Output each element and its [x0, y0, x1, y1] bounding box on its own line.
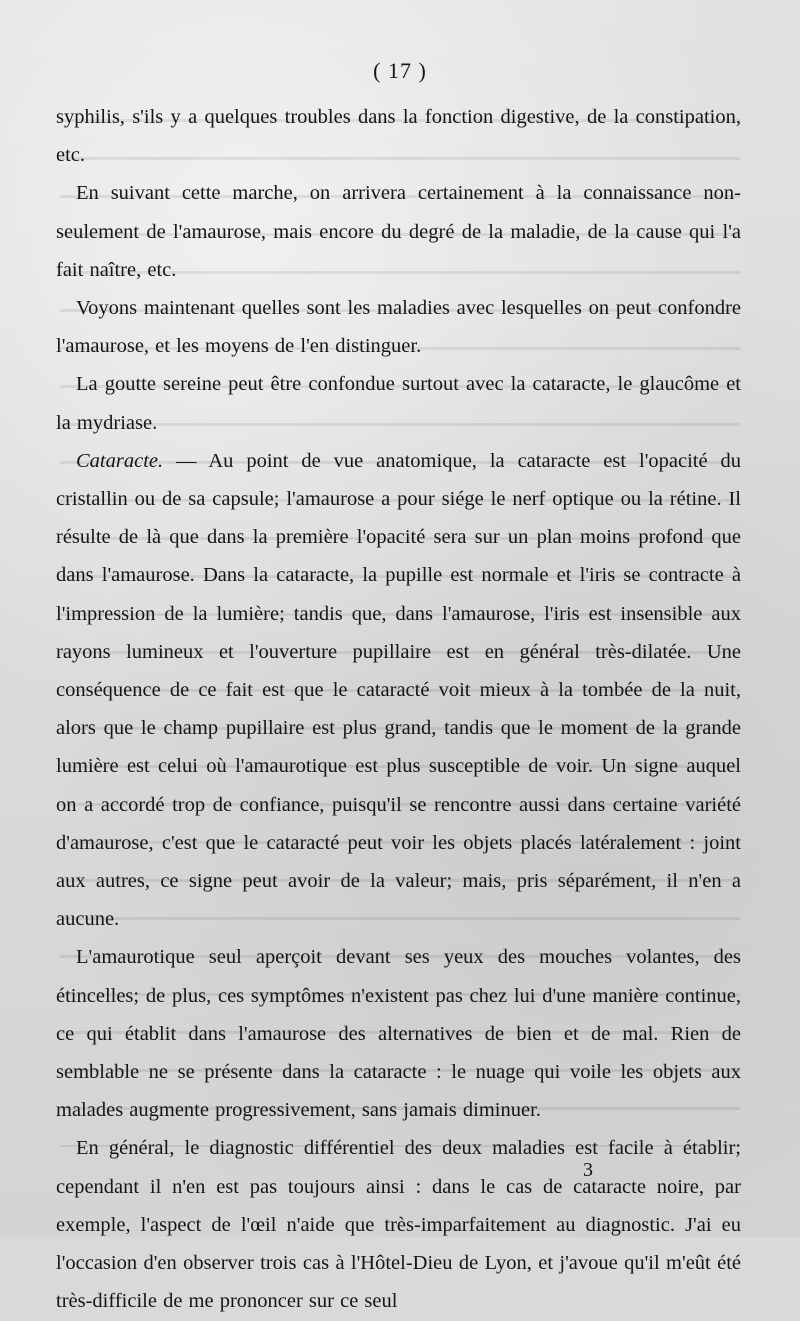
paragraph-1: syphilis, s'ils y a quelques troubles dans la fonction digestive, de la constipation, etc. — [56, 106, 741, 167]
section-lead-cataracte: Cataracte. — [76, 449, 164, 472]
page-number-bottom: 3 — [583, 1159, 593, 1181]
paragraph-2: En suivant cette marche, on arrivera certainement à la connaissance non-seulement de l'amaurose, mais encore du degré de la maladie, de la cause qui l'a fait naître, etc. — [56, 182, 741, 281]
paragraph-3: Voyons maintenant quelles sont les maladies avec lesquelles on peut confondre l'amaurose, et les moyens de l'en distinguer. — [56, 297, 741, 358]
paragraph-5 — [56, 442, 741, 939]
paragraph-4: La goutte sereine peut être confondue surtout avec la cataracte, le glaucôme et la mydriase. — [56, 373, 741, 434]
paragraph-7: En général, le diagnostic différentiel des deux maladies est facile à établir; cependant il n'en est pas toujours ainsi : dans le cas de cataracte noire, par exemple, l'aspect de l'œil n'aide que très-imparfaitement au diagnostic. J'ai eu l'occasion d'en observer trois cas à l'Hôtel-Dieu de Lyon, et j'avoue qu'il m'eût été très-difficile de me prononcer sur ce seul — [56, 1137, 741, 1313]
paragraph-5-text: — Au point de vue anatomique, la cataracte est l'opacité du cristallin ou de sa capsule; l'amaurose a pour siége le nerf optique ou la rétine. Il résulte de là que dans la première l'opacité sera sur un plan moins profond que dans l'amaurose. Dans la cataracte, la pupille est normale et l'iris se contracte à l'impression de la lumière; tandis que, dans l'amaurose, l'iris est insensible aux rayons lumineux et l'ouverture pupillaire est en général très-dilatée. Une conséquence de ce fait est que le cataracté voit mieux à la tombée de la nuit, alors que le champ pupillaire est plus grand, tandis que le moment de la grande lumière est celui où l'amaurotique est plus susceptible de voir. Un signe auquel on a accordé trop de confiance, puisqu'il se rencontre aussi dans certaine variété d'amaurose, c'est que le cataracté peut voir les objets placés latéralement : joint aux autres, ce signe peut avoir de la valeur; mais, pris séparément, il n'en a aucune. — [56, 449, 741, 931]
paragraph-6: L'amaurotique seul aperçoit devant ses yeux des mouches volantes, des étincelles; de plus, ces symptômes n'existent pas chez lui d'une manière continue, ce qui établit dans l'amaurose des alternatives de bien et de mal. Rien de semblable ne se présente dans la cataracte : le nuage qui voile les objets aux malades augmente progressivement, sans jamais diminuer. — [56, 946, 741, 1122]
page-number-top: ( 17 ) — [373, 58, 427, 83]
body-text — [56, 98, 741, 1321]
